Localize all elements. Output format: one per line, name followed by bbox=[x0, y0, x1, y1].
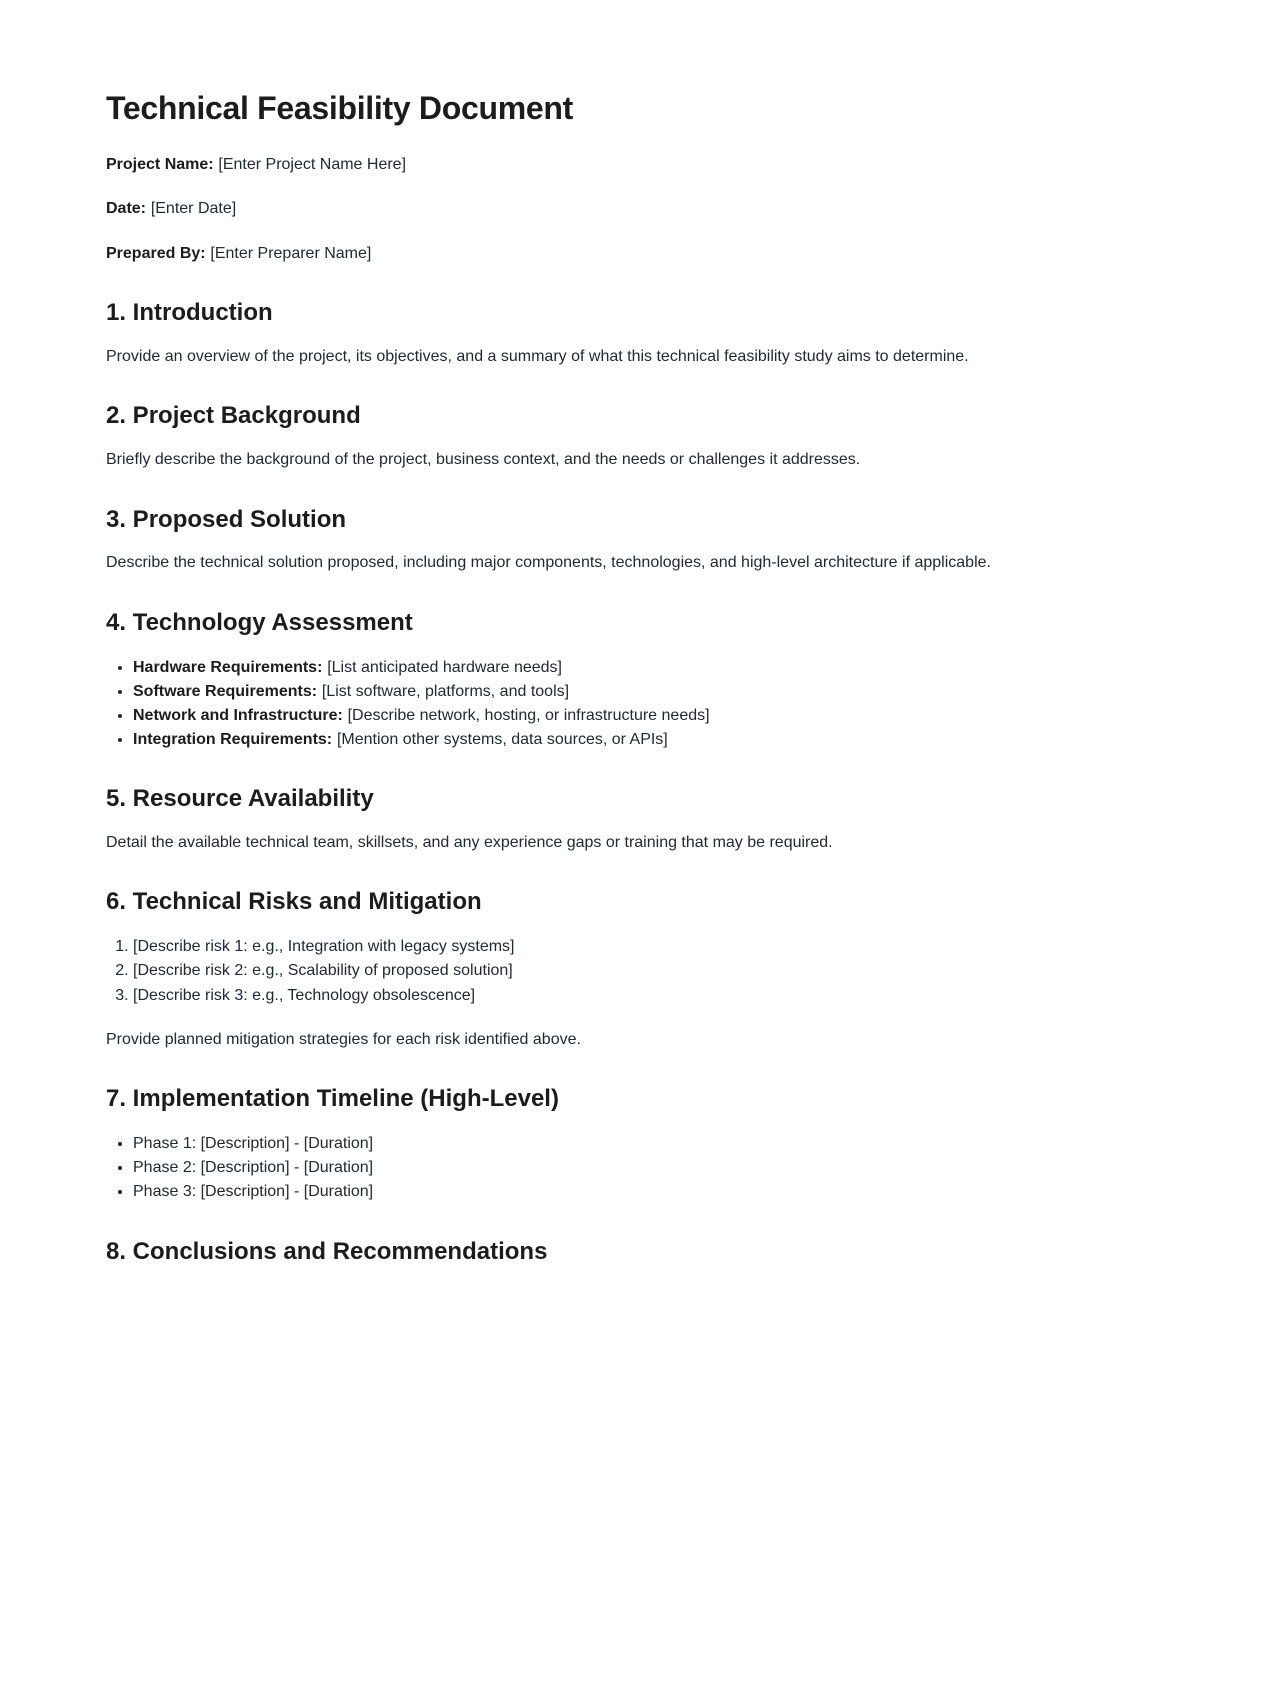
section-solution-body: Describe the technical solution proposed, including major components, technologies, and high-level architecture if applicable. bbox=[106, 554, 991, 572]
section-technology-heading: 4. Technology Assessment bbox=[106, 608, 413, 636]
list-item-label: Software Requirements: bbox=[133, 682, 318, 700]
meta-project-name-label: Project Name: bbox=[106, 156, 214, 173]
list-item-text: [Mention other systems, data sources, or APIs] bbox=[336, 731, 668, 749]
section-risks bbox=[106, 888, 1157, 1051]
risks-list bbox=[106, 935, 1157, 1007]
list-item bbox=[133, 704, 1157, 727]
list-item-text: [List software, platforms, and tools] bbox=[321, 682, 570, 700]
meta-date-value: [Enter Date] bbox=[150, 200, 237, 218]
timeline-phases-list bbox=[106, 1132, 1157, 1204]
list-item bbox=[133, 728, 1157, 751]
list-item bbox=[133, 656, 1157, 679]
section-background-body: Briefly describe the background of the project, business context, and the needs or challenges it addresses. bbox=[106, 451, 861, 469]
section-resources-body: Detail the available technical team, skillsets, and any experience gaps or training that may be required. bbox=[106, 834, 833, 852]
list-item-text: [Describe network, hosting, or infrastructure needs] bbox=[347, 706, 710, 724]
list-item-label: Hardware Requirements: bbox=[133, 658, 323, 676]
list-item: • Phase 2: [Description] - [Duration] bbox=[133, 1156, 1157, 1179]
meta-project-name bbox=[106, 154, 1157, 176]
meta-prepared-by-value: [Enter Preparer Name] bbox=[210, 244, 372, 262]
section-solution bbox=[106, 506, 1157, 575]
list-item: • Phase 3: [Description] - [Duration] bbox=[133, 1180, 1157, 1203]
section-resources-heading: 5. Resource Availability bbox=[106, 785, 374, 813]
document-meta bbox=[106, 154, 1157, 265]
section-introduction-body: Provide an overview of the project, its objectives, and a summary of what this technical feasibility study aims to determine. bbox=[106, 347, 969, 365]
list-item: 1. [Describe risk 1: e.g., Integration with legacy systems] bbox=[133, 935, 1157, 958]
section-conclusions bbox=[106, 1238, 1157, 1267]
section-risks-heading: 6. Technical Risks and Mitigation bbox=[106, 888, 482, 916]
section-timeline bbox=[106, 1085, 1157, 1203]
list-item bbox=[133, 680, 1157, 703]
list-item-text: [List anticipated hardware needs] bbox=[327, 658, 562, 676]
list-item-label: Network and Infrastructure: bbox=[133, 706, 343, 724]
list-item: • Phase 1: [Description] - [Duration] bbox=[133, 1132, 1157, 1155]
section-introduction bbox=[106, 299, 1157, 368]
section-background-heading: 2. Project Background bbox=[106, 402, 361, 430]
technology-requirements-list bbox=[106, 656, 1157, 752]
section-timeline-heading: 7. Implementation Timeline (High-Level) bbox=[106, 1085, 559, 1113]
list-item: 3. [Describe risk 3: e.g., Technology obsolescence] bbox=[133, 984, 1157, 1007]
meta-date-label: Date: bbox=[106, 200, 147, 218]
section-technology bbox=[106, 609, 1157, 752]
section-conclusions-heading: 8. Conclusions and Recommendations bbox=[106, 1237, 548, 1265]
section-solution-heading: 3. Proposed Solution bbox=[106, 505, 347, 533]
section-resources bbox=[106, 785, 1157, 854]
section-risks-body: Provide planned mitigation strategies for each risk identified above. bbox=[106, 1030, 581, 1048]
list-item: 2. [Describe risk 2: e.g., Scalability of proposed solution] bbox=[133, 959, 1157, 982]
meta-date bbox=[106, 198, 1157, 220]
list-item-label: Integration Requirements: bbox=[133, 731, 333, 749]
meta-prepared-by-label: Prepared By: bbox=[106, 244, 206, 262]
section-introduction-heading: 1. Introduction bbox=[106, 299, 273, 327]
meta-prepared-by bbox=[106, 243, 1157, 265]
section-background bbox=[106, 402, 1157, 471]
document-title: Technical Feasibility Document bbox=[106, 90, 573, 126]
meta-project-name-value: [Enter Project Name Here] bbox=[218, 156, 407, 173]
